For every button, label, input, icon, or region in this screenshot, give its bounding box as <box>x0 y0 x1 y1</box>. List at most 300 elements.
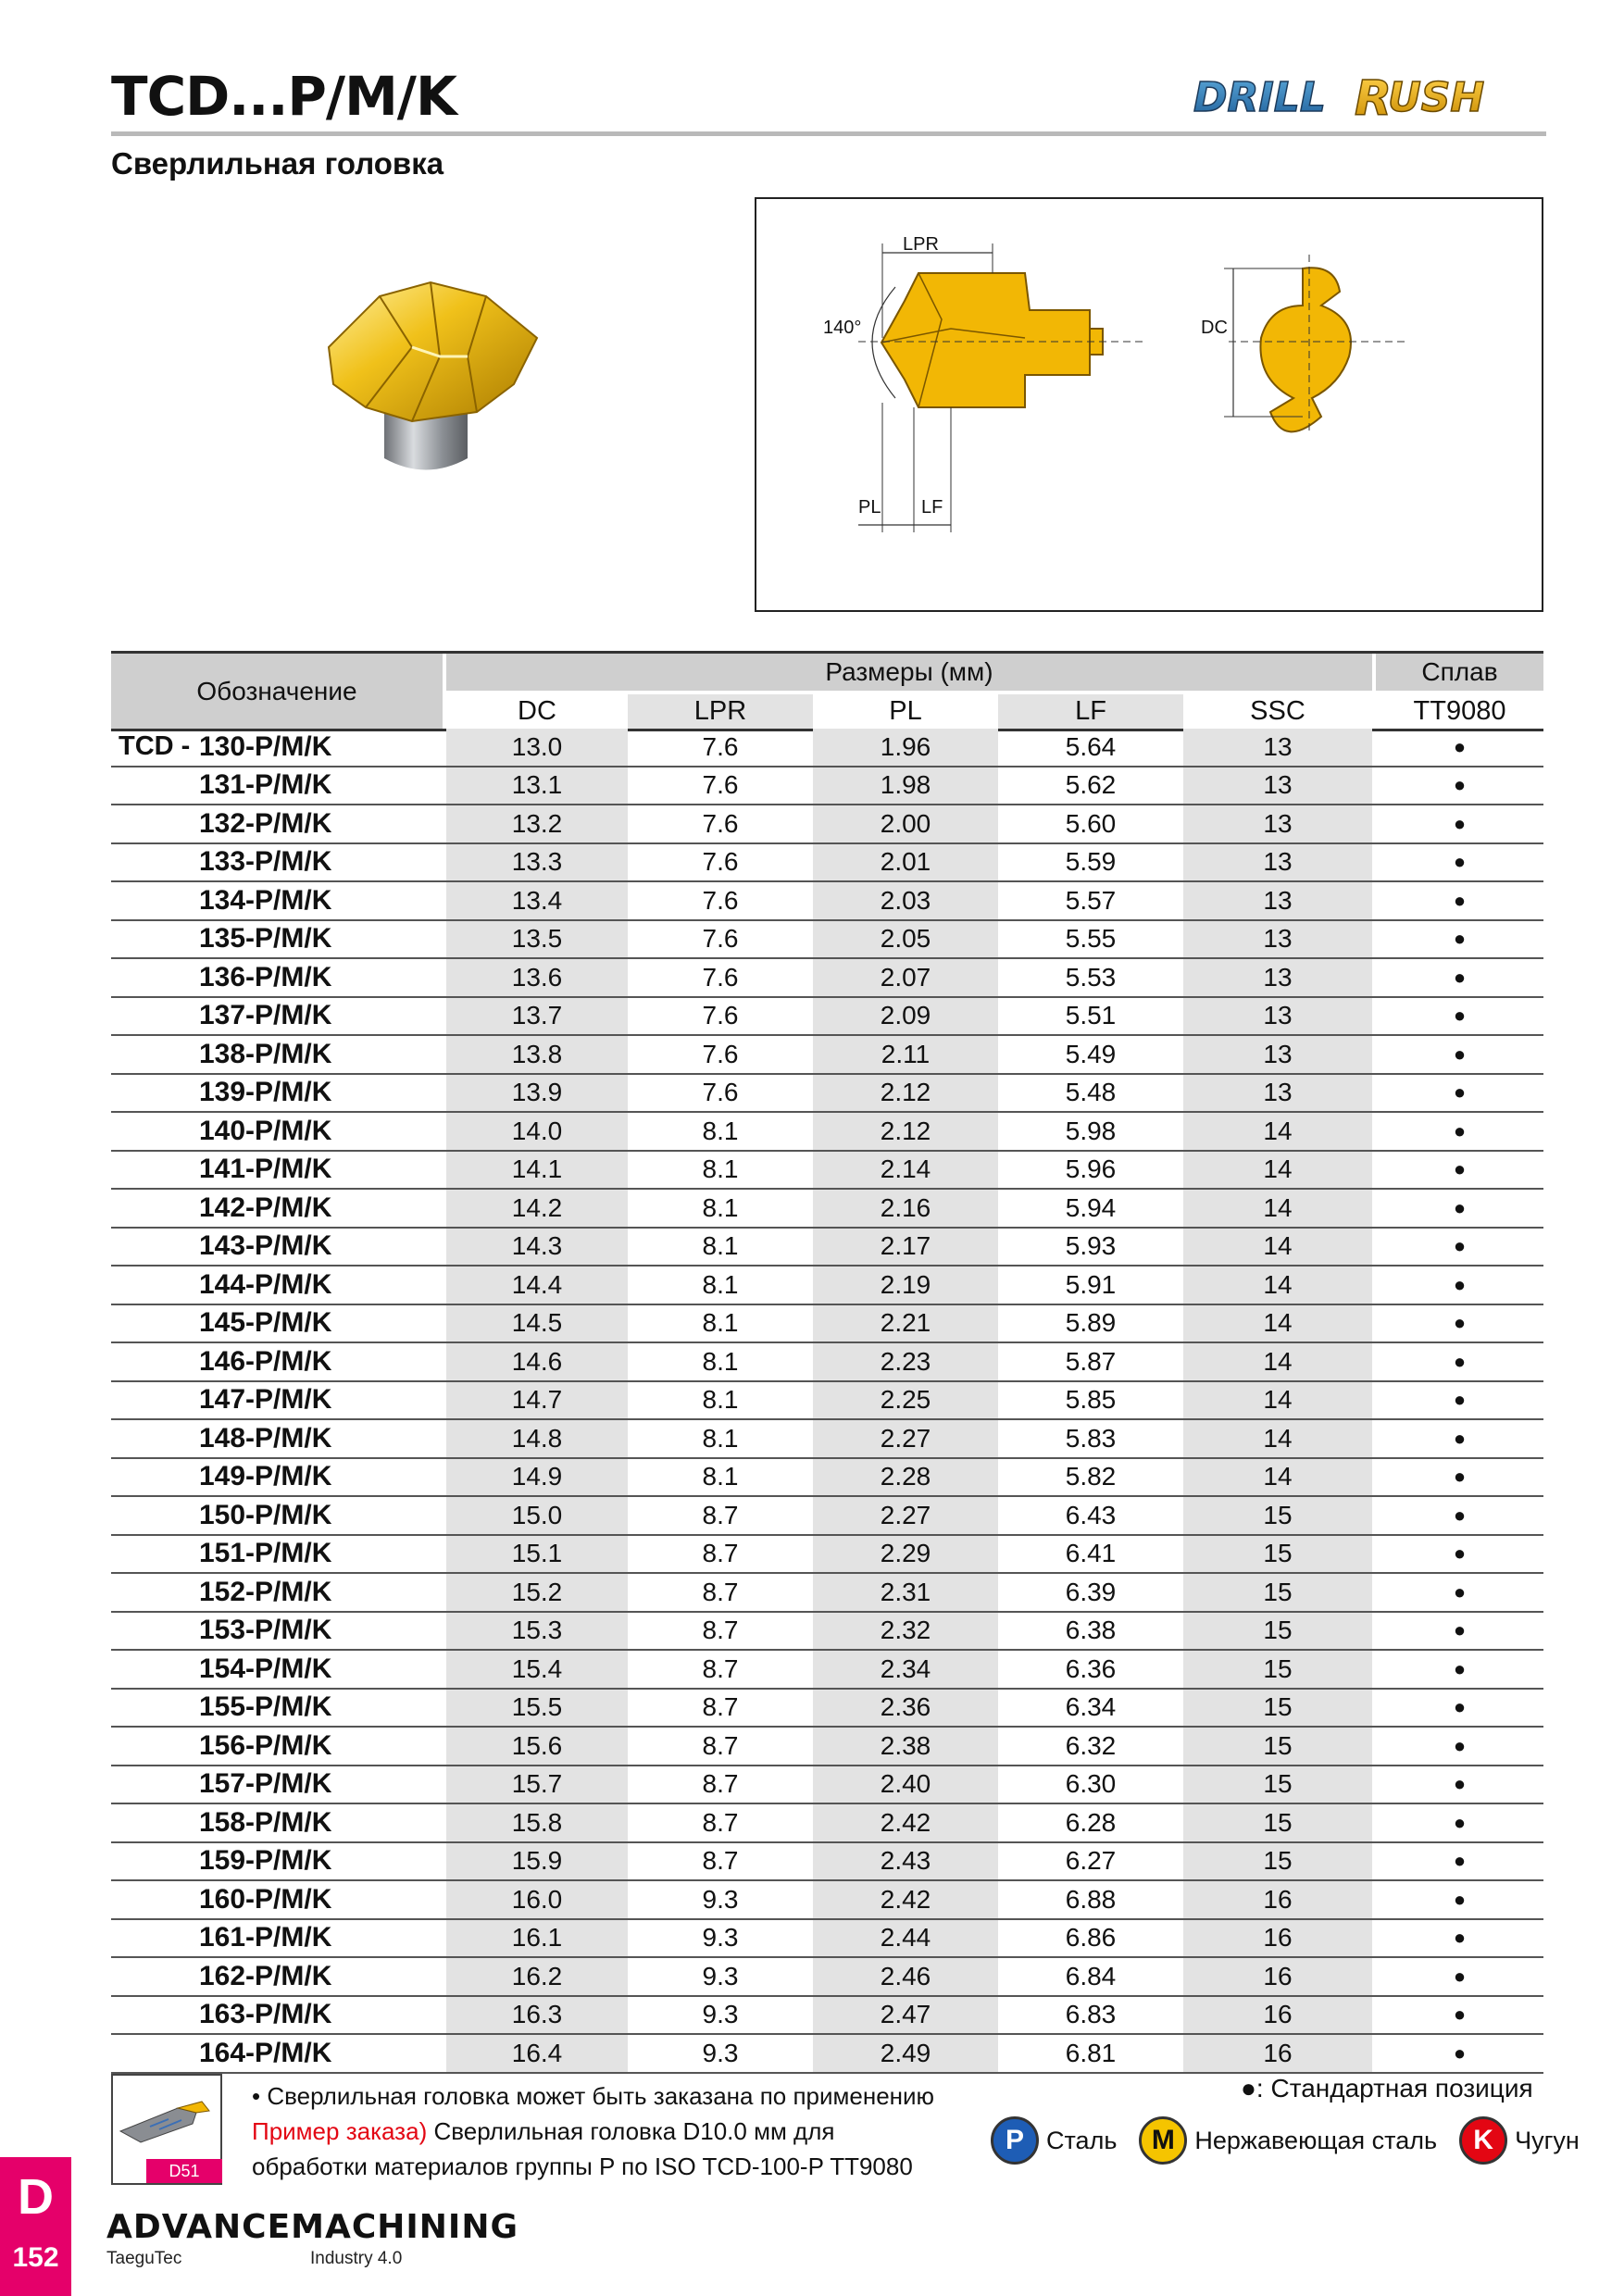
cell-alloy: ● <box>1453 1272 1467 1296</box>
logo-right-text: Industry 4.0 <box>310 2249 403 2268</box>
cell-lf: 6.43 <box>1065 1500 1117 1529</box>
designation-prefix: TCD - <box>119 731 191 762</box>
svg-text:USH: USH <box>1388 74 1485 121</box>
drillrush-logo <box>1190 67 1551 130</box>
designation-code: 150-P/M/K <box>199 1499 332 1530</box>
designation-code: 152-P/M/K <box>199 1576 332 1607</box>
cell-alloy: ● <box>1453 1503 1467 1527</box>
cell-lpr: 8.7 <box>702 1616 739 1645</box>
cell-lf: 6.39 <box>1065 1577 1117 1606</box>
cell-alloy: ● <box>1453 850 1467 874</box>
table-row <box>111 1536 1543 1575</box>
steel-badge-icon: P <box>991 2116 1039 2165</box>
cell-alloy: ● <box>1453 1426 1467 1450</box>
section-letter: D <box>18 2169 54 2225</box>
cell-pl: 2.12 <box>813 1113 998 1150</box>
cell-lpr: 7.6 <box>702 962 739 992</box>
cell-ssc: 16 <box>1183 1920 1372 1957</box>
table-row <box>111 1497 1543 1536</box>
designation-code: 131-P/M/K <box>199 769 332 801</box>
cell-lf: 5.89 <box>1065 1308 1117 1338</box>
cell-ssc: 14 <box>1183 1267 1372 1304</box>
cell-ssc: 15 <box>1183 1728 1372 1765</box>
cell-pl: 2.03 <box>813 882 998 919</box>
cell-ssc: 15 <box>1183 1497 1372 1534</box>
designation-code: 151-P/M/K <box>199 1538 332 1569</box>
cell-lpr: 9.3 <box>702 1923 739 1953</box>
cell-pl: 2.11 <box>813 1036 998 1073</box>
cell-ssc: 14 <box>1183 1459 1372 1496</box>
cell-ssc: 14 <box>1183 1229 1372 1266</box>
cell-lf: 6.36 <box>1065 1653 1117 1683</box>
angle-label: 140° <box>823 318 862 338</box>
cast-iron-label: Чугун <box>1515 2126 1580 2154</box>
logo-left-text: TaeguTec <box>106 2249 182 2268</box>
cell-lf: 5.83 <box>1065 1423 1117 1453</box>
designation-code: 143-P/M/K <box>199 1230 332 1262</box>
designation-code: 160-P/M/K <box>199 1883 332 1915</box>
cell-lf: 6.88 <box>1065 1884 1117 1914</box>
cell-pl: 2.49 <box>813 2035 998 2072</box>
cell-pl: 2.07 <box>813 959 998 996</box>
cell-dc: 13.1 <box>446 767 628 805</box>
cell-lpr: 8.7 <box>702 1769 739 1799</box>
cell-pl: 2.28 <box>813 1459 998 1496</box>
designation-code: 132-P/M/K <box>199 807 332 839</box>
cell-dc: 14.3 <box>446 1229 628 1266</box>
designation-code: 135-P/M/K <box>199 923 332 955</box>
cell-lf: 5.87 <box>1065 1346 1117 1376</box>
svg-text:R: R <box>1355 71 1393 127</box>
cell-lf: 5.60 <box>1065 808 1117 838</box>
cell-ssc: 13 <box>1183 882 1372 919</box>
cell-lpr: 9.3 <box>702 2000 739 2029</box>
cell-lpr: 8.1 <box>702 1231 739 1261</box>
table-row <box>111 1305 1543 1344</box>
designation-code: 138-P/M/K <box>199 1038 332 1069</box>
cell-dc: 15.3 <box>446 1613 628 1650</box>
designation-code: 130-P/M/K <box>199 730 332 762</box>
header-dimensions: Размеры (мм) <box>446 654 1372 691</box>
cell-pl: 2.34 <box>813 1651 998 1688</box>
cell-ssc: 14 <box>1183 1190 1372 1227</box>
table-row <box>111 1343 1543 1382</box>
cell-lpr: 8.1 <box>702 1116 739 1145</box>
header-pl: PL <box>813 694 998 729</box>
order-notes <box>252 2078 934 2184</box>
stainless-badge-icon: M <box>1139 2116 1187 2165</box>
cell-alloy: ● <box>1453 1926 1467 1950</box>
cell-lf: 6.41 <box>1065 1539 1117 1568</box>
cell-pl: 2.27 <box>813 1420 998 1457</box>
cell-lpr: 7.6 <box>702 847 739 877</box>
cell-dc: 15.6 <box>446 1728 628 1765</box>
cell-lpr: 8.7 <box>702 1539 739 1568</box>
designation-code: 148-P/M/K <box>199 1422 332 1454</box>
designation-code: 163-P/M/K <box>199 1999 332 2030</box>
header-lf: LF <box>998 694 1183 729</box>
cell-pl: 2.31 <box>813 1574 998 1611</box>
cell-alloy: ● <box>1453 734 1467 758</box>
note-line-1: • Сверлильная головка может быть заказана по применению <box>252 2082 935 2110</box>
cell-ssc: 13 <box>1183 767 1372 805</box>
cell-dc: 13.3 <box>446 844 628 881</box>
cell-ssc: 16 <box>1183 1958 1372 1995</box>
cell-lpr: 8.7 <box>702 1692 739 1722</box>
cell-lpr: 8.7 <box>702 1846 739 1876</box>
designation-code: 146-P/M/K <box>199 1345 332 1377</box>
cell-lpr: 8.1 <box>702 1308 739 1338</box>
table-row <box>111 1574 1543 1613</box>
designation-code: 136-P/M/K <box>199 961 332 992</box>
cell-dc: 14.8 <box>446 1420 628 1457</box>
cell-alloy: ● <box>1453 1311 1467 1335</box>
cell-lpr: 7.6 <box>702 808 739 838</box>
order-example-text: Сверлильная головка D10.0 мм для <box>427 2117 835 2145</box>
cell-lf: 6.81 <box>1065 2038 1117 2067</box>
cell-alloy: ● <box>1453 1579 1467 1603</box>
table-row <box>111 1843 1543 1882</box>
designation-code: 140-P/M/K <box>199 1115 332 1146</box>
cell-pl: 2.14 <box>813 1152 998 1189</box>
cell-alloy: ● <box>1453 1042 1467 1066</box>
cell-alloy: ● <box>1453 1772 1467 1796</box>
cell-pl: 2.43 <box>813 1843 998 1880</box>
cell-ssc: 15 <box>1183 1804 1372 1841</box>
cell-dc: 16.3 <box>446 1997 628 2034</box>
cell-pl: 2.09 <box>813 998 998 1035</box>
cell-ssc: 13 <box>1183 844 1372 881</box>
cell-ssc: 15 <box>1183 1843 1372 1880</box>
table-row <box>111 1690 1543 1728</box>
cell-alloy: ● <box>1453 2040 1467 2065</box>
designation-code: 133-P/M/K <box>199 846 332 878</box>
table-row <box>111 998 1543 1037</box>
cell-ssc: 13 <box>1183 921 1372 958</box>
cell-ssc: 16 <box>1183 2035 1372 2072</box>
cell-pl: 2.21 <box>813 1305 998 1342</box>
cell-pl: 2.00 <box>813 805 998 842</box>
designation-code: 153-P/M/K <box>199 1615 332 1646</box>
cell-alloy: ● <box>1453 965 1467 989</box>
cell-alloy: ● <box>1453 811 1467 835</box>
steel-label: Сталь <box>1046 2126 1118 2154</box>
cell-lf: 6.27 <box>1065 1846 1117 1876</box>
cell-alloy: ● <box>1453 1618 1467 1642</box>
cell-lpr: 8.1 <box>702 1269 739 1299</box>
cell-pl: 2.19 <box>813 1267 998 1304</box>
designation-code: 147-P/M/K <box>199 1384 332 1416</box>
cell-ssc: 15 <box>1183 1536 1372 1573</box>
cell-lpr: 8.1 <box>702 1192 739 1222</box>
cell-dc: 15.4 <box>446 1651 628 1688</box>
section-tab <box>0 2157 71 2296</box>
designation-code: 144-P/M/K <box>199 1268 332 1300</box>
table-row <box>111 767 1543 806</box>
cell-alloy: ● <box>1453 1234 1467 1258</box>
cell-lpr: 8.1 <box>702 1385 739 1415</box>
cell-lpr: 7.6 <box>702 924 739 954</box>
table-row <box>111 1728 1543 1766</box>
cell-ssc: 15 <box>1183 1613 1372 1650</box>
table-row <box>111 882 1543 921</box>
table-row <box>111 1036 1543 1075</box>
cell-lf: 5.64 <box>1065 731 1117 761</box>
cell-alloy: ● <box>1453 1964 1467 1988</box>
cell-ssc: 16 <box>1183 1997 1372 2034</box>
cell-alloy: ● <box>1453 1004 1467 1028</box>
designation-code: 159-P/M/K <box>199 1845 332 1877</box>
cell-pl: 2.32 <box>813 1613 998 1650</box>
cell-pl: 2.05 <box>813 921 998 958</box>
page-title: TCD...P/M/K <box>111 65 456 128</box>
cell-ssc: 15 <box>1183 1690 1372 1727</box>
cell-dc: 14.7 <box>446 1382 628 1419</box>
designation-code: 137-P/M/K <box>199 1000 332 1031</box>
cell-dc: 16.1 <box>446 1920 628 1957</box>
note-line-3: обработки материалов группы P по ISO TCD-100-P TT9080 <box>252 2152 913 2180</box>
cell-alloy: ● <box>1453 1695 1467 1719</box>
cell-ssc: 15 <box>1183 1766 1372 1803</box>
cell-lf: 5.48 <box>1065 1078 1117 1107</box>
dimension-diagram <box>755 197 1543 612</box>
cell-alloy: ● <box>1453 1541 1467 1566</box>
cell-pl: 2.25 <box>813 1382 998 1419</box>
cell-lpr: 8.7 <box>702 1500 739 1529</box>
cell-lf: 6.84 <box>1065 1961 1117 1990</box>
designation-code: 155-P/M/K <box>199 1691 332 1723</box>
advance-machining-logo <box>106 2208 518 2273</box>
cell-ssc: 13 <box>1183 805 1372 842</box>
cell-pl: 2.42 <box>813 1881 998 1918</box>
cell-lf: 6.83 <box>1065 2000 1117 2029</box>
cell-pl: 2.44 <box>813 1920 998 1957</box>
cell-lpr: 7.6 <box>702 770 739 800</box>
designation-code: 156-P/M/K <box>199 1729 332 1761</box>
cell-lf: 5.49 <box>1065 1039 1117 1068</box>
header-alloy: Сплав <box>1376 654 1543 691</box>
cell-pl: 2.29 <box>813 1536 998 1573</box>
title-divider <box>111 131 1546 136</box>
table-row <box>111 1804 1543 1843</box>
cell-pl: 2.23 <box>813 1343 998 1380</box>
cell-dc: 16.0 <box>446 1881 628 1918</box>
cell-lf: 5.98 <box>1065 1116 1117 1145</box>
drill-head-photo <box>301 245 560 495</box>
cell-lpr: 8.1 <box>702 1154 739 1184</box>
cell-dc: 13.0 <box>446 729 628 766</box>
cell-alloy: ● <box>1453 888 1467 912</box>
cell-alloy: ● <box>1453 1349 1467 1373</box>
designation-code: 157-P/M/K <box>199 1768 332 1800</box>
cell-ssc: 14 <box>1183 1420 1372 1457</box>
cell-alloy: ● <box>1453 1733 1467 1757</box>
cell-lpr: 7.6 <box>702 731 739 761</box>
cell-pl: 2.01 <box>813 844 998 881</box>
cell-lf: 5.53 <box>1065 962 1117 992</box>
table-row <box>111 1651 1543 1690</box>
header-ssc: SSC <box>1183 694 1372 729</box>
designation-code: 139-P/M/K <box>199 1077 332 1108</box>
cast-iron-badge-icon: K <box>1459 2116 1507 2165</box>
cell-pl: 2.12 <box>813 1075 998 1112</box>
cell-lf: 5.91 <box>1065 1269 1117 1299</box>
cell-dc: 13.6 <box>446 959 628 996</box>
cell-ssc: 13 <box>1183 729 1372 766</box>
table-row <box>111 805 1543 844</box>
cell-lf: 5.57 <box>1065 885 1117 915</box>
table-row <box>111 1766 1543 1805</box>
table-row <box>111 1997 1543 2036</box>
cell-alloy: ● <box>1453 773 1467 797</box>
cell-dc: 13.5 <box>446 921 628 958</box>
svg-text:DRILL: DRILL <box>1193 74 1326 121</box>
drill-reference-thumbnail <box>111 2074 222 2185</box>
header-alloy-grade: TT9080 <box>1376 694 1543 729</box>
cell-alloy: ● <box>1453 1195 1467 1219</box>
cell-lpr: 8.1 <box>702 1462 739 1491</box>
cell-lf: 5.96 <box>1065 1154 1117 1184</box>
cell-pl: 1.98 <box>813 767 998 805</box>
cell-lf: 5.85 <box>1065 1385 1117 1415</box>
cell-ssc: 14 <box>1183 1343 1372 1380</box>
cell-pl: 2.27 <box>813 1497 998 1534</box>
cell-lpr: 8.7 <box>702 1807 739 1837</box>
note-line-2 <box>252 2114 934 2149</box>
designation-code: 142-P/M/K <box>199 1192 332 1223</box>
page-ref-tag: D51 <box>146 2159 222 2183</box>
table-row <box>111 1881 1543 1920</box>
table-row <box>111 1613 1543 1652</box>
cell-ssc: 14 <box>1183 1305 1372 1342</box>
cell-ssc: 14 <box>1183 1382 1372 1419</box>
cell-alloy: ● <box>1453 927 1467 951</box>
standard-item-legend: ●: Стандартная позиция <box>1241 2074 1533 2103</box>
cell-dc: 16.2 <box>446 1958 628 1995</box>
cell-lf: 5.94 <box>1065 1192 1117 1222</box>
cell-dc: 14.0 <box>446 1113 628 1150</box>
cell-pl: 2.17 <box>813 1229 998 1266</box>
designation-code: 149-P/M/K <box>199 1461 332 1492</box>
cell-ssc: 14 <box>1183 1113 1372 1150</box>
table-row <box>111 1267 1543 1305</box>
cell-pl: 2.40 <box>813 1766 998 1803</box>
designation-code: 164-P/M/K <box>199 2037 332 2068</box>
cell-ssc: 15 <box>1183 1574 1372 1611</box>
designation-code: 145-P/M/K <box>199 1307 332 1339</box>
cell-pl: 2.16 <box>813 1190 998 1227</box>
cell-dc: 13.2 <box>446 805 628 842</box>
cell-ssc: 13 <box>1183 1075 1372 1112</box>
table-body <box>111 729 1543 2074</box>
table-row <box>111 1229 1543 1267</box>
cell-pl: 2.38 <box>813 1728 998 1765</box>
table-row <box>111 1113 1543 1152</box>
header-lpr: LPR <box>628 694 813 729</box>
table-row <box>111 1459 1543 1498</box>
page-number: 152 <box>12 2242 59 2273</box>
cell-lpr: 9.3 <box>702 1884 739 1914</box>
cell-lpr: 9.3 <box>702 1961 739 1990</box>
cell-lpr: 7.6 <box>702 1078 739 1107</box>
cell-lf: 6.34 <box>1065 1692 1117 1722</box>
cell-lpr: 8.7 <box>702 1577 739 1606</box>
cell-ssc: 13 <box>1183 998 1372 1035</box>
table-row <box>111 921 1543 960</box>
cell-pl: 1.96 <box>813 729 998 766</box>
cell-pl: 2.42 <box>813 1804 998 1841</box>
cell-dc: 14.1 <box>446 1152 628 1189</box>
specification-table <box>111 651 1543 2074</box>
cell-alloy: ● <box>1453 1849 1467 1873</box>
designation-code: 161-P/M/K <box>199 1922 332 1953</box>
cell-alloy: ● <box>1453 1887 1467 1911</box>
cell-dc: 13.7 <box>446 998 628 1035</box>
cell-lf: 5.82 <box>1065 1462 1117 1491</box>
cell-alloy: ● <box>1453 1656 1467 1680</box>
table-row <box>111 1190 1543 1229</box>
stainless-label: Нержавеющая сталь <box>1194 2126 1438 2154</box>
page-subtitle: Сверлильная головка <box>111 146 444 181</box>
table-row <box>111 1420 1543 1459</box>
cell-alloy: ● <box>1453 2003 1467 2027</box>
cell-ssc: 13 <box>1183 959 1372 996</box>
cell-dc: 13.4 <box>446 882 628 919</box>
cell-lf: 6.28 <box>1065 1807 1117 1837</box>
cell-lpr: 8.7 <box>702 1730 739 1760</box>
logo-main-text: ADVANCEMACHINING <box>106 2208 518 2246</box>
cell-ssc: 14 <box>1183 1152 1372 1189</box>
cell-alloy: ● <box>1453 1080 1467 1104</box>
cell-alloy: ● <box>1453 1810 1467 1834</box>
cell-alloy: ● <box>1453 1388 1467 1412</box>
material-legend <box>991 2113 1602 2168</box>
designation-code: 154-P/M/K <box>199 1653 332 1684</box>
table-row <box>111 1920 1543 1959</box>
cell-lf: 6.30 <box>1065 1769 1117 1799</box>
cell-lpr: 8.7 <box>702 1653 739 1683</box>
table-row <box>111 1152 1543 1191</box>
cell-lpr: 7.6 <box>702 885 739 915</box>
lpr-label: LPR <box>903 234 939 255</box>
table-row <box>111 844 1543 883</box>
cell-dc: 15.0 <box>446 1497 628 1534</box>
lf-label: LF <box>921 497 943 518</box>
cell-ssc: 13 <box>1183 1036 1372 1073</box>
cell-dc: 14.2 <box>446 1190 628 1227</box>
table-row <box>111 729 1543 767</box>
cell-lf: 5.51 <box>1065 1001 1117 1030</box>
cell-dc: 13.9 <box>446 1075 628 1112</box>
cell-lf: 5.59 <box>1065 847 1117 877</box>
cell-dc: 15.9 <box>446 1843 628 1880</box>
cell-dc: 13.8 <box>446 1036 628 1073</box>
cell-pl: 2.47 <box>813 1997 998 2034</box>
cell-ssc: 16 <box>1183 1881 1372 1918</box>
header-dc: DC <box>446 694 628 729</box>
order-example-label: Пример заказа) <box>252 2117 428 2145</box>
table-row <box>111 1075 1543 1114</box>
cell-dc: 15.5 <box>446 1690 628 1727</box>
cell-lpr: 9.3 <box>702 2038 739 2067</box>
cell-lf: 5.55 <box>1065 924 1117 954</box>
cell-dc: 14.6 <box>446 1343 628 1380</box>
cell-alloy: ● <box>1453 1465 1467 1489</box>
cell-lpr: 8.1 <box>702 1346 739 1376</box>
table-row <box>111 1382 1543 1421</box>
cell-pl: 2.36 <box>813 1690 998 1727</box>
cell-alloy: ● <box>1453 1118 1467 1142</box>
